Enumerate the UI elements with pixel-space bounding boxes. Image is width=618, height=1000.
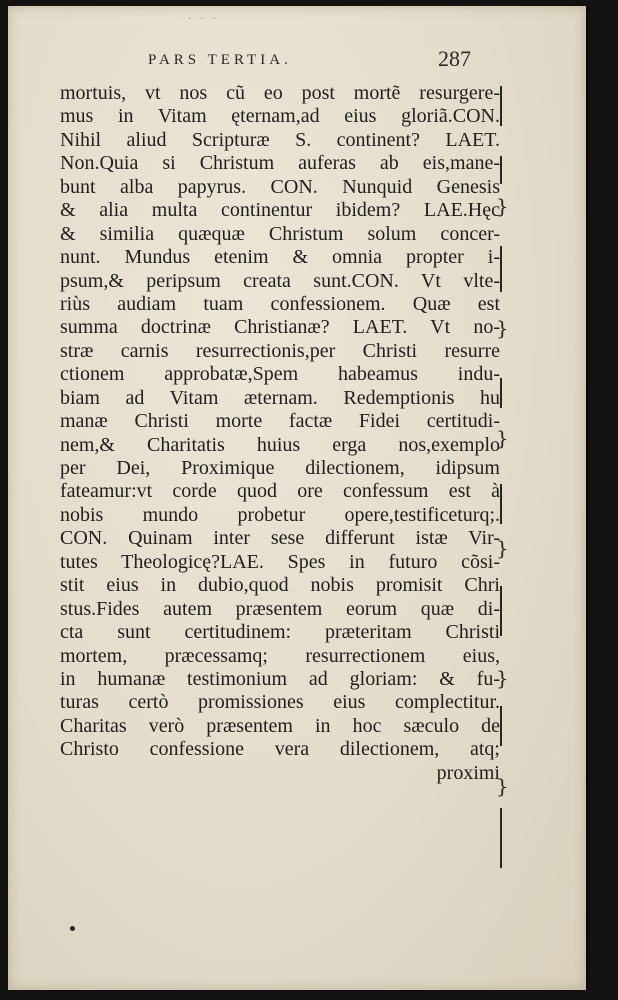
book-page [8, 6, 589, 990]
margin-bracket: } [496, 536, 509, 560]
margin-bracket: } [496, 666, 509, 690]
text-line: & similia quæquæ Christum solum concer- [60, 222, 500, 245]
margin-stroke [500, 484, 502, 524]
text-line: summa doctrinæ Christianæ? LAET. Vt no- [60, 316, 500, 339]
text-line: fateamur:vt corde quod ore confessum est à [60, 480, 500, 503]
page-number: 287 [438, 46, 471, 71]
text-line: Christo confessione vera dilectionem, atq; [60, 738, 500, 761]
text-line: nunt. Mundus etenim & omnia propter i- [60, 246, 500, 269]
text-line: in humanæ testimonium ad gloriam: & fu- [60, 667, 500, 690]
margin-stroke [500, 808, 502, 868]
text-line: stus.Fides autem præsentem eorum quæ di- [60, 597, 500, 620]
running-head: PARS TERTIA. [148, 52, 292, 68]
text-line: psum,& peripsum creata sunt.CON. Vt vlte- [60, 269, 500, 292]
body-text [60, 82, 500, 785]
text-line: per Dei, Proximique dilectionem, idipsum [60, 457, 500, 479]
text-line: cta sunt certitudinem: præteritam Christi [60, 621, 500, 644]
text-line: riùs audiam tuam confessionem. Quæ est [60, 292, 500, 315]
margin-stroke [500, 706, 502, 746]
text-line: mortuis, vt nos cũ eo post mortẽ resurgere- [60, 82, 500, 104]
text-line: mus in Vitam ęternam,ad eius gloriã.CON. [60, 105, 500, 128]
ink-dot [70, 926, 75, 931]
text-line: stræ carnis resurrectionis,per Christi resurre [60, 339, 500, 362]
text-line: Non.Quia si Christum auferas ab eis,mane- [60, 152, 500, 175]
text-line: tutes Theologicę?LAE. Spes in futuro cõsi- [60, 550, 500, 573]
text-line: Nihil aliud Scripturæ S. continent? LAET. [60, 128, 500, 151]
text-line: mortem, præcessamq; resurrectionem eius, [60, 644, 500, 667]
margin-stroke [500, 586, 502, 636]
margin-bracket: } [496, 774, 509, 798]
margin-stroke [500, 156, 502, 184]
margin-annotations [496, 86, 516, 886]
text-line: stit eius in dubio,quod nobis promisit Chri [60, 574, 500, 597]
margin-stroke [500, 246, 502, 292]
text-line: nem,& Charitatis huius erga nos,exemplo [60, 433, 500, 456]
text-line: bunt alba papyrus. CON. Nunquid Genesis [60, 175, 500, 198]
margin-stroke [500, 378, 502, 408]
margin-bracket: } [496, 194, 509, 218]
text-line: CON. Quinam inter sese differunt istæ Vir- [60, 527, 500, 550]
margin-bracket: } [496, 426, 509, 450]
text-line: manæ Christi morte factæ Fidei certitudi- [60, 410, 500, 433]
catchword: proximi [436, 761, 500, 784]
margin-stroke [500, 86, 502, 126]
text-line: Charitas verò præsentem in hoc sæculo de [60, 714, 500, 737]
ink-smudge: · · · [188, 14, 219, 25]
text-line: ctionem approbatæ,Spem habeamus indu- [60, 363, 500, 386]
margin-bracket: } [496, 316, 509, 340]
text-line: & alia multa continentur ibidem? LAE.Hęc [60, 199, 500, 222]
text-line: nobis mundo probetur opere,testificeturq;. [60, 503, 500, 526]
text-line: turas certò promissiones eius complectitur. [60, 691, 500, 714]
text-line: biam ad Vitam æternam. Redemptionis hu [60, 386, 500, 409]
